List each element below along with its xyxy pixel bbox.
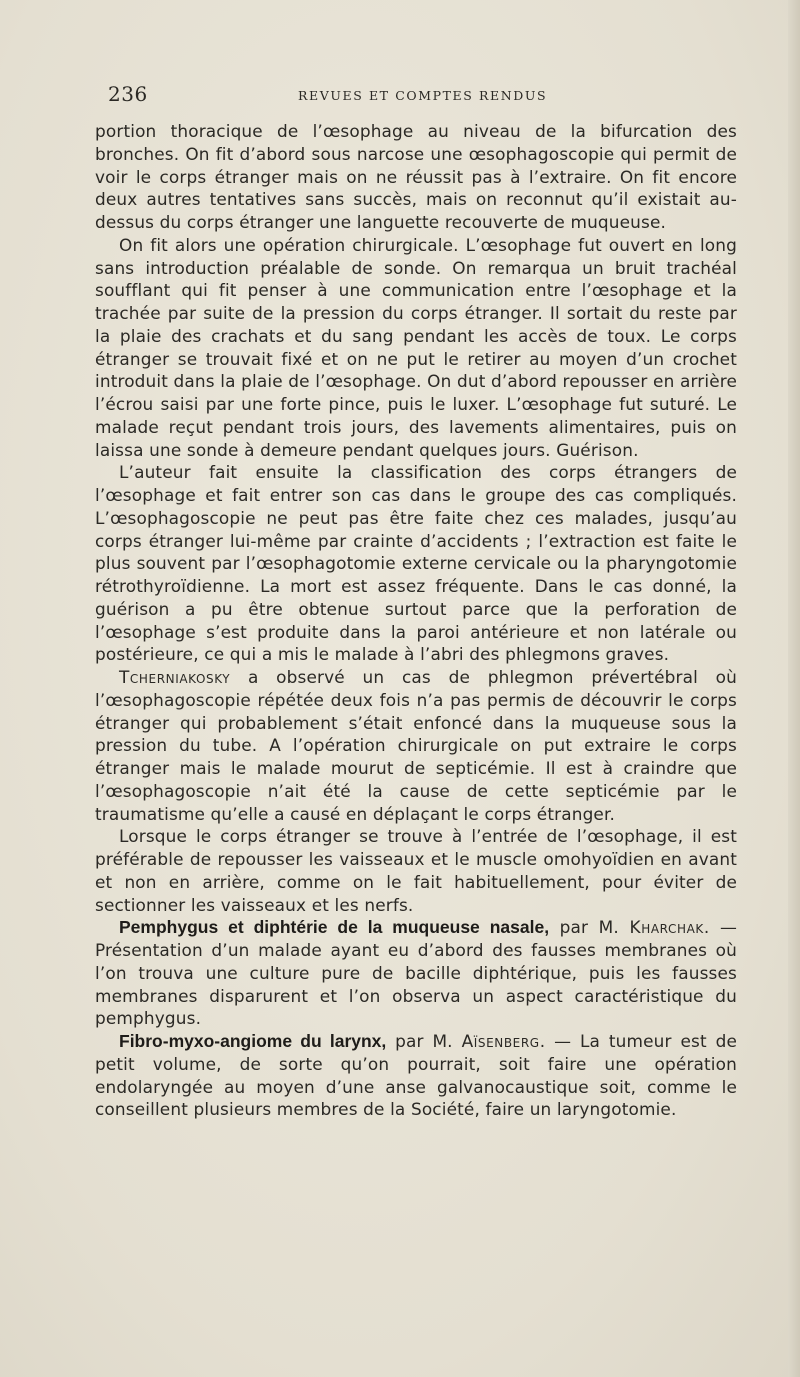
paragraph-classification: L’auteur fait ensuite la classification des corps étrangers de l’œsophage et fait entrer son cas dans le groupe des cas compliqués. L’œsophagoscopie ne peut pas être faite chez ces malades, jusqu’au corps étranger lui-même par crainte d’accidents ; l’extraction est faite le plus souvent par l’œsophagotomie externe cervicale ou la pharyngotomie rétrothyroïdienne. La mort est assez fréquente. Dans le cas donné, la guérison a pu être obtenue surtout parce que la perforation de l’œsophage s’est produite dans la paroi antérieure et non latérale ou postérieure, ce qui a mis le malade à l’abri des phlegmons graves. <box>95 462 737 665</box>
author-name: Kharchak <box>629 917 704 938</box>
page-header <box>108 82 736 112</box>
author-name: Aïsenberg <box>461 1031 540 1051</box>
paragraph-continuation: portion thoracique de l’œsophage au niveau de la bifurcation des bronches. On fit d’abord sous narcose une œsophagoscopie qui permit de voir le corps étranger mais on ne réussit pas à l’extraire. On fit encore deux autres tentatives sans succès, mais on reconnut qu’il existait au-dessus du corps étranger une languette recouverte de muqueuse. <box>95 121 737 232</box>
running-title: REVUES ET COMPTES RENDUS <box>298 88 548 103</box>
page-number: 236 <box>108 82 148 106</box>
page-edge-shadow <box>788 0 800 1377</box>
paragraph-angiome: Fibro-myxo-angiome du larynx, par M. Aïsenberg. — La tumeur est de petit volume, de sorte qu’on pourrait, soit faire une opération endolaryngée au moyen d’une anse galvanocaustique soit, comme le conseillent plusieurs membres de la Société, faire un laryngotomie. <box>95 1031 737 1120</box>
section-title: Fibro-myxo-angiome du larynx, <box>119 1031 387 1051</box>
author-name: Tcherniakosky <box>119 667 231 687</box>
paragraph-pemphygus: Pemphygus et diphtérie de la muqueuse nasale, par M. Kharchak. — Présentation d’un malade ayant eu d’abord des fausses membranes où l’on trouva une culture pure de bacille diphtérique, puis les fausses membranes disparurent et l’on observa un aspect caractéristique du pemphygus. <box>95 917 737 1029</box>
body-text <box>95 120 737 1121</box>
section-title: Pemphygus et diphtérie de la muqueuse nasale, <box>119 917 550 938</box>
paragraph-operation: On fit alors une opération chirurgicale. L’œsophage fut ouvert en long sans introduction préalable de sonde. On remarqua un bruit trachéal soufflant qui fit penser à une communication entre l’œsophage et la trachée par suite de la pression du corps étranger. Il sortait du reste par la plaie des crachats et du sang pendant les accès de toux. Le corps étranger se trouvait fixé et on ne put le retirer au moyen d’un crochet introduit dans la plaie de l’œsophage. On dut d’abord repousser en arrière l’écrou saisi par une forte pince, puis le luxer. L’œsophage fut suturé. Le malade reçut pendant trois jours, des lavements alimentaires, puis on laissa une sonde à demeure pendant quelques jours. Guérison. <box>95 234 737 460</box>
paragraph-entry-esophagus: Lorsque le corps étranger se trouve à l’entrée de l’œsophage, il est préférable de repousser les vaisseaux et le muscle omohyoïdien en avant et non en arrière, comme on le fait habituellement, pour éviter de sectionner les vaisseaux et les nerfs. <box>95 826 737 915</box>
paragraph-tcherniakosky: Tcherniakosky a observé un cas de phlegmon prévertébral où l’œsophagoscopie répétée deux fois n’a pas permis de découvrir le corps étranger qui probablement s’était enfoncé dans la muqueuse sous la pression du tube. A l’opération chirurgicale on put extraire le corps étranger mais le malade mourut de septicémie. Il est à craindre que l’œsophagoscopie n’ait été la cause de cette septicémie par le traumatisme qu’elle a causé en déplaçant le corps étranger. <box>95 667 737 824</box>
